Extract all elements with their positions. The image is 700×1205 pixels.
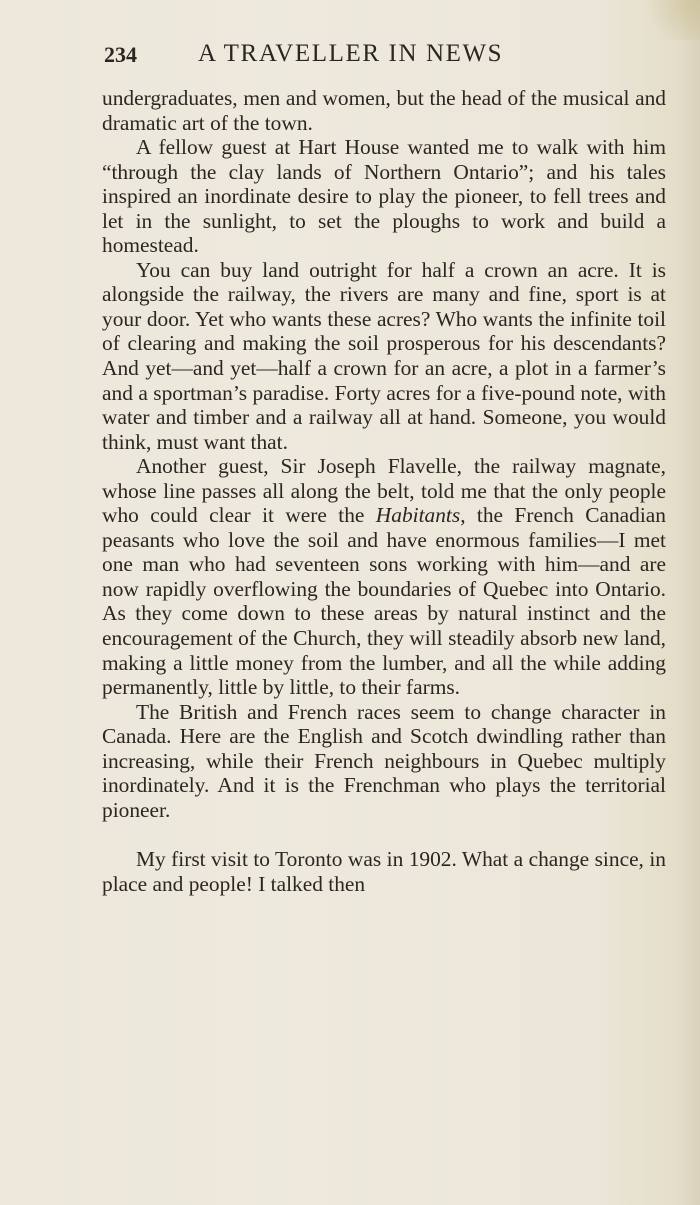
paragraph-races: The British and French races seem to change character in Canada. Here are the English and Scotch dwindling rather than increasing, while their French neighbours in Quebec multiply inordinately. And it is the Frenchman who plays the territorial pioneer. [102, 699, 666, 822]
paragraph-land-price: You can buy land outright for half a crown an acre. It is alongside the railway, the rivers are many and fine, sport is at your door. Yet who wants these acres? Who wants the infinite toil of clearing and making the soil prosperous for his descendants? And yet—and yet—half a crown for an acre, a plot in a farmer’s and a sportman’s paradise. Forty acres for a five-pound note, with water and timber and a railway all at hand. Someone, you would think, must want that. [102, 257, 666, 454]
running-title: A TRAVELLER IN NEWS [198, 40, 504, 67]
paragraph-continuation: undergraduates, men and women, but the head of the musical and dramatic art of the town. [102, 86, 666, 135]
paragraph-habitants-part-1: Another guest, Sir Joseph Flavelle, the railway magnate, whose line passes all along the belt, told me that the only people who could clear it were the [102, 454, 666, 528]
paragraph-hart-house: A fellow guest at Hart House wanted me to walk with him “through the clay lands of Northern Ontario”; and his tales inspired an inordinate desire to play the pioneer, to fell trees and let in the sunlight, to set the ploughs to work and build a homestead. [102, 135, 666, 258]
paragraph-toronto: My first visit to Toronto was in 1902. What a change since, in place and people! I talked then [102, 847, 666, 896]
body-text [102, 86, 666, 897]
paper-stain [640, 0, 700, 40]
italic-habitants: Habitants [375, 503, 461, 528]
page-number: 234 [104, 42, 137, 67]
page-header [104, 40, 569, 74]
paragraph-habitants-part-2: , the French Canadian peasants who love the soil and have enormous families—I met one man who had seventeen sons working with him—and are now rapidly overflowing the boundaries of Quebec into Ontario. As they come down to these areas by natural instinct and the encouragement of the Church, they will steadily absorb new land, making a little money from the lumber, and all the while adding permanently, little by little, to their farms. [102, 503, 666, 700]
paragraph-habitants [102, 454, 666, 699]
